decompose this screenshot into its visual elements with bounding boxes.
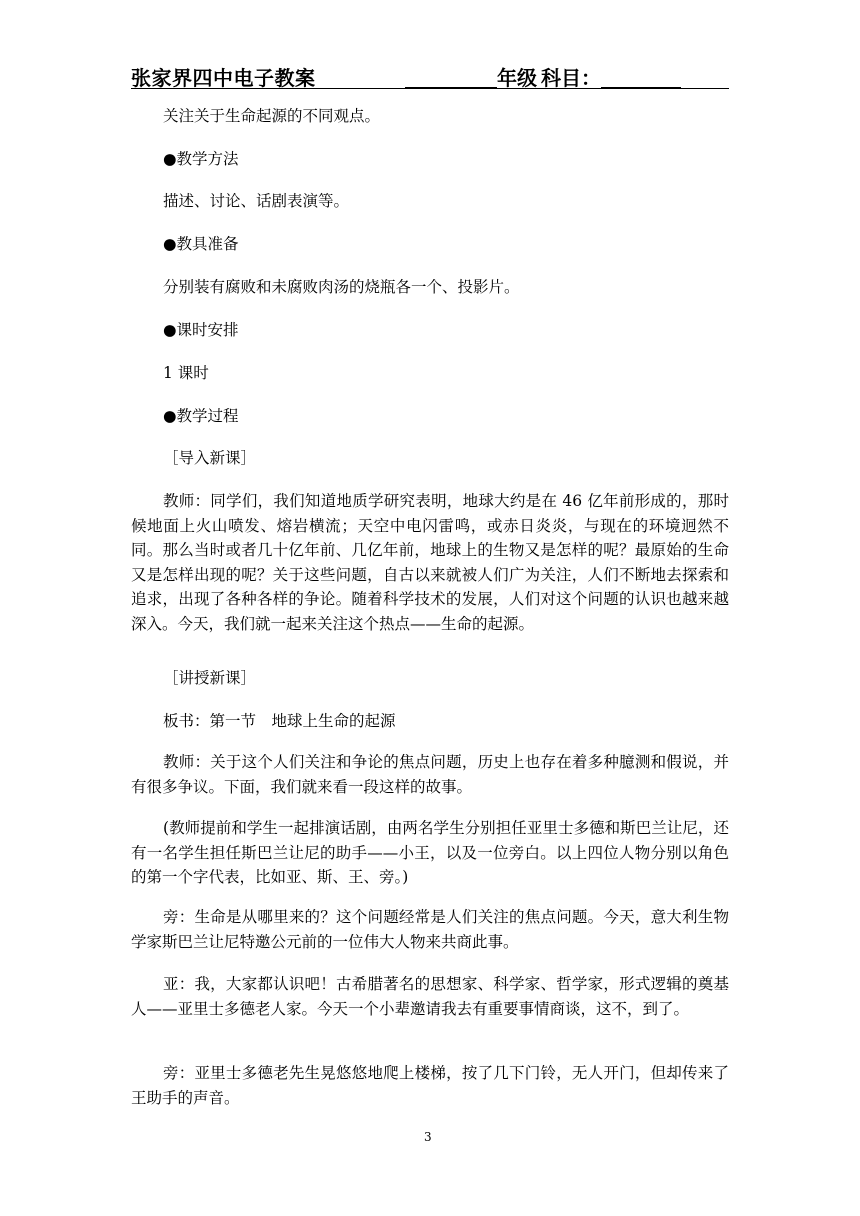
paragraph-aristotle: 亚：我，大家都认识吧！古希腊著名的思想家、科学家、哲学家，形式逻辑的奠基人——亚里士多德老人家。今天一个小辈邀请我去有重要事情商谈，这不，到了。 (131, 975, 729, 1018)
subject-blank (601, 67, 681, 88)
tools-text: 分别装有腐败和未腐败肉汤的烧瓶各一个、投影片。 (163, 278, 520, 296)
schedule-heading: ●课时安排 (163, 321, 239, 339)
page-number: 3 (424, 1130, 432, 1144)
tools-heading: ●教具准备 (163, 235, 239, 253)
grade-label: 年级 (497, 66, 537, 90)
subject-label: 科目： (541, 66, 601, 90)
header-rule (131, 88, 729, 89)
method-text: 描述、讨论、话剧表演等。 (163, 192, 350, 210)
process-heading: ●教学过程 (163, 407, 239, 425)
page-header (131, 60, 729, 88)
teach-section-heading: ［讲授新课］ (163, 669, 257, 687)
paragraph-narrator-1: 旁：生命是从哪里来的？这个问题经常是人们关注的焦点问题。今天，意大利生物学家斯巴兰让尼特邀公元前的一位伟大人物来共商此事。 (131, 908, 729, 951)
paragraph-teacher-story: 教师：关于这个人们关注和争论的焦点问题，历史上也存在着多种臆测和假说，并有很多争议。下面，我们就来看一段这样的故事。 (131, 753, 729, 796)
header-subject-field (541, 62, 681, 91)
method-heading: ●教学方法 (163, 150, 239, 168)
intro-section-heading: ［导入新课］ (163, 449, 257, 467)
paragraph-teacher-intro: 教师：同学们，我们知道地质学研究表明，地球大约是在 46 亿年前形成的，那时候地面上火山喷发、熔岩横流；天空中电闪雷鸣，或赤日炎炎，与现在的环境迥然不同。那么当时或者几十亿年前、几亿年前，地球上的生物又是怎样的呢？最原始的生命又是怎样出现的呢？关于这些问题，自古以来就被人们广为关注，人们不断地去探索和追求，出现了各种各样的争论。随着科学技术的发展，人们对这个问题的认识也越来越深入。今天，我们就一起来关注这个热点——生命的起源。 (131, 492, 729, 633)
board-line: 板书：第一节 地球上生命的起源 (163, 712, 396, 730)
paragraph-narrator-2: 旁：亚里士多德老先生晃悠悠地爬上楼梯，按了几下门铃，无人开门，但却传来了王助手的声音。 (131, 1064, 729, 1107)
grade-blank (405, 67, 497, 88)
schedule-text: 1 课时 (163, 364, 209, 382)
paragraph-play-setup: (教师提前和学生一起排演话剧，由两名学生分别担任亚里士多德和斯巴兰让尼，还有一名学生担任斯巴兰让尼的助手——小王，以及一位旁白。以上四位人物分别以角色的第一个字代表，比如亚、斯、王、旁。) (131, 819, 729, 886)
intro-line: 关注关于生命起源的不同观点。 (163, 107, 381, 125)
header-grade-field (405, 62, 537, 91)
header-title: 张家界四中电子教案 (131, 66, 316, 90)
